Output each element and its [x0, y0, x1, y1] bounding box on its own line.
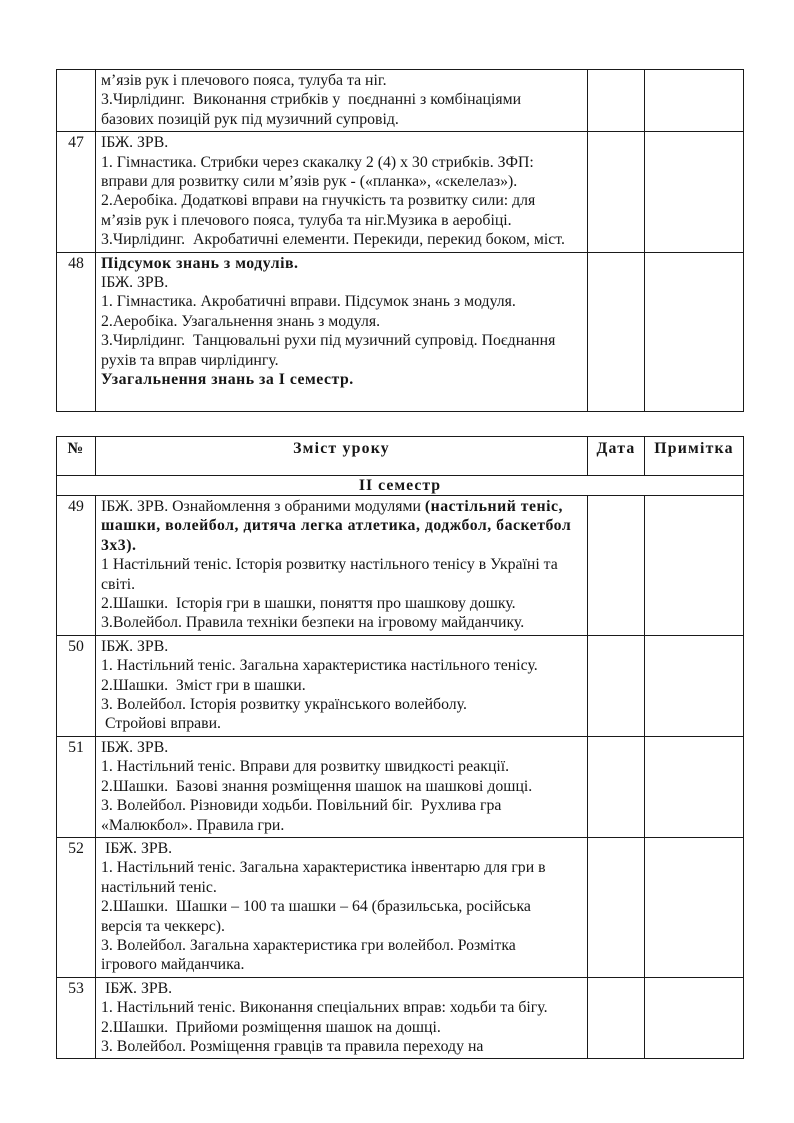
note-cell: [645, 837, 744, 977]
content-line: базових позицій рук під музичний супровід.: [101, 110, 399, 128]
table-row: [57, 837, 744, 977]
lesson-content-cell: [96, 977, 588, 1059]
content-line: м’язів рук і плечового пояса, тулуба та ніг.: [101, 72, 387, 89]
date-cell: [588, 736, 645, 837]
semester-section-title: ІІ семестр: [57, 476, 744, 496]
content-line: 3.Волейбол. Правила техніки безпеки на ігровому майданчику.: [101, 614, 525, 632]
content-line: 2.Шашки. Прийоми розміщення шашок на дошці.: [101, 1018, 441, 1036]
lesson-number-cell: [57, 70, 96, 132]
lesson-rows-continuation: [57, 70, 744, 412]
content-line: [101, 390, 582, 409]
content-line: 1. Гімнастика. Акробатичні вправи. Підсумок знань з модуля.: [101, 293, 516, 311]
lesson-number-cell: 53: [57, 977, 96, 1059]
note-cell: [645, 252, 744, 411]
content-line: 3.Чирлідинг. Акробатичні елементи. Перекиди, перекид боком, міст.: [101, 231, 565, 249]
date-cell: [588, 496, 645, 636]
lesson-content-cell: [96, 837, 588, 977]
content-line: 2.Шашки. Зміст гри в шашки.: [101, 676, 306, 694]
content-line: 3. Волейбол. Історія розвитку українського волейболу.: [101, 696, 467, 714]
content-line: Підсумок знань з модулів.: [101, 254, 299, 272]
lesson-table-continuation: [56, 69, 744, 412]
col-header-content: Зміст уроку: [96, 437, 588, 476]
lesson-number-cell: 49: [57, 496, 96, 636]
content-line: Узагальнення знань за І семестр.: [101, 371, 354, 389]
content-line: 1. Настільний теніс. Вправи для розвитку швидкості реакції.: [101, 758, 510, 776]
table-row: [57, 496, 744, 636]
note-cell: [645, 132, 744, 252]
note-cell: [645, 635, 744, 736]
table-row: [57, 635, 744, 736]
content-line: 2.Шашки. Базові знання розміщення шашок на шашкові дошці.: [101, 777, 533, 795]
content-line: ІБЖ. ЗРВ.: [101, 979, 173, 997]
content-line: м’язів рук і плечового пояса, тулуба та ніг.Музика в аеробіці.: [101, 211, 512, 229]
lesson-content-cell: [96, 496, 588, 636]
content-line: Стройові вправи.: [101, 715, 222, 733]
content-line: «Малюкбол». Правила гри.: [101, 816, 285, 834]
date-cell: [588, 635, 645, 736]
content-line: версія та чеккерс).: [101, 917, 225, 935]
content-line: 3.Чирлідинг. Танцювальні рухи під музичний супровід. Поєднання: [101, 332, 556, 350]
lesson-number-cell: 50: [57, 635, 96, 736]
content-line: 2.Шашки. Історія гри в шашки, поняття про шашкову дошку.: [101, 595, 516, 613]
content-line: 1. Настільний теніс. Загальна характеристика інвентарю для гри в: [101, 859, 546, 877]
content-line: 1 Настільний теніс. Історія розвитку настільного тенісу в Україні та: [101, 556, 558, 574]
content-line: ІБЖ. ЗРВ. Ознайомлення з обраними модулями (настільний теніс,: [101, 498, 563, 515]
content-line: 1. Настільний теніс. Загальна характеристика настільного тенісу.: [101, 657, 538, 675]
col-header-num: №: [57, 437, 96, 476]
content-line: 2.Аеробіка. Узагальнення знань з модуля.: [101, 312, 381, 330]
lesson-content-cell: [96, 635, 588, 736]
lesson-content-cell: [96, 736, 588, 837]
col-header-note: Примітка: [645, 437, 744, 476]
table-row: [57, 70, 744, 132]
date-cell: [588, 70, 645, 132]
semester-section-row: [57, 476, 744, 496]
lesson-table-semester2: [56, 436, 744, 1059]
note-cell: [645, 977, 744, 1059]
lesson-number-cell: 52: [57, 837, 96, 977]
content-line: ІБЖ. ЗРВ.: [101, 839, 173, 857]
date-cell: [588, 977, 645, 1059]
date-cell: [588, 252, 645, 411]
content-line: 3х3).: [101, 536, 137, 554]
table-header-row: [57, 437, 744, 476]
lesson-content-cell: [96, 252, 588, 411]
content-line: 1. Гімнастика. Стрибки через скакалку 2 (4) х 30 стрибків. ЗФП:: [101, 153, 534, 171]
table-row: [57, 977, 744, 1059]
content-line: ІБЖ. ЗРВ.: [101, 134, 169, 152]
content-line: ігрового майданчика.: [101, 956, 245, 974]
note-cell: [645, 736, 744, 837]
lesson-number-cell: 51: [57, 736, 96, 837]
content-line: 3. Волейбол. Різновиди ходьби. Повільний біг. Рухлива гра: [101, 797, 502, 815]
content-line: ІБЖ. ЗРВ.: [101, 738, 169, 756]
note-cell: [645, 496, 744, 636]
content-line: 2.Аеробіка. Додаткові вправи на гнучкість та розвитку сили: для: [101, 192, 536, 210]
lesson-rows-semester2: [57, 496, 744, 1059]
lesson-number-cell: 47: [57, 132, 96, 252]
content-line: ІБЖ. ЗРВ.: [101, 637, 169, 655]
content-line: ІБЖ. ЗРВ.: [101, 274, 169, 292]
content-line: настільний теніс.: [101, 878, 217, 896]
date-cell: [588, 132, 645, 252]
lesson-number-cell: 48: [57, 252, 96, 411]
content-line: 3. Волейбол. Загальна характеристика гри волейбол. Розмітка: [101, 936, 516, 954]
content-line: рухів та вправ чирлідингу.: [101, 351, 279, 369]
content-line: 2.Шашки. Шашки – 100 та шашки – 64 (бразильська, російська: [101, 898, 531, 916]
lesson-content-cell: [96, 132, 588, 252]
table-row: [57, 252, 744, 411]
date-cell: [588, 837, 645, 977]
table-row: [57, 736, 744, 837]
note-cell: [645, 70, 744, 132]
lesson-content-cell: [96, 70, 588, 132]
content-line: 3.Чирлідинг. Виконання стрибків у поєднанні з комбінаціями: [101, 91, 522, 109]
content-line: 3. Волейбол. Розміщення гравців та правила переходу на: [101, 1037, 484, 1055]
table-row: [57, 132, 744, 252]
content-line: шашки, волейбол, дитяча легка атлетика, доджбол, баскетбол: [101, 517, 572, 535]
col-header-date: Дата: [588, 437, 645, 476]
content-line: світі.: [101, 575, 136, 593]
content-line: вправи для розвитку сили м’язів рук - («планка», «скелелаз»).: [101, 173, 518, 191]
content-line: 1. Настільний теніс. Виконання спеціальних вправ: ходьби та бігу.: [101, 999, 548, 1017]
